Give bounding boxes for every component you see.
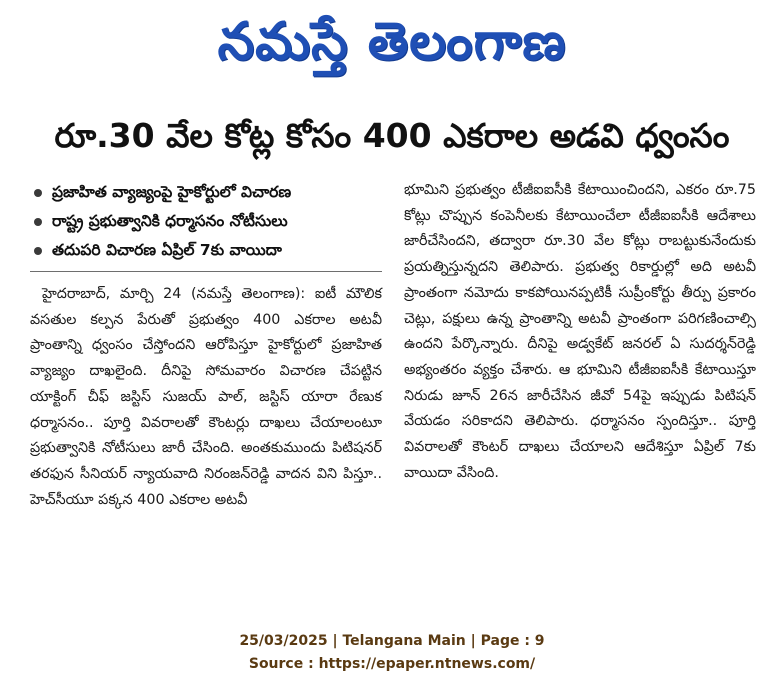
highlight-item xyxy=(30,178,382,207)
newspaper-logo: నమస్తే తెలంగాణ xyxy=(217,12,567,72)
footer xyxy=(0,630,784,676)
bullet-icon xyxy=(34,218,42,226)
body-paragraph-right: భూమిని ప్రభుత్వం టీజీఐఐసీకి కేటాయించిందని, ఎకరం రూ.75 కోట్లు చొప్పున కంపెనీలకు కేటాయించేలా టీజీఐఐసీకి ఆదేశాలు జారీచేసిందని, తద్వారా రూ.30 వేల కోట్లు రాబట్టుకునేందుకు ప్రయత్నిస్తున్నదని తెలిపారు. ప్రభుత్వ రికార్డుల్లో అది అటవీ ప్రాంతంగా నమోదు కాకపోయినప్పటికీ సుప్రీంకోర్టు తీర్పు ప్రకారం చెట్లు, పక్షులు ఉన్న ప్రాంతాన్ని అటవీ ప్రాంతంగా పరిగణించాల్సి ఉందని పేర్కొన్నారు. దీనిపై అడ్వకేట్ జనరల్ ఏ సుదర్శన్‌రెడ్డి అభ్యంతరం వ్యక్తం చేశారు. ఆ భూమిని టీజీఐఐసీకి కేటాయిస్తూ నిరుడు జూన్ 26న జారీచేసిన జీవో 54పై ఇప్పుడు పిటిషన్ వేయడం సరికాదని తెలిపారు. ధర్మాసనం స్పందిస్తూ.. పూర్తి వివరాలతో కౌంటర్ దాఖలు చేయాలని ఆదేశిస్తూ ఏప్రిల్ 7కు వాయిదా వేసింది. xyxy=(404,182,756,481)
article-body xyxy=(30,178,760,596)
highlights-list xyxy=(30,178,382,265)
bullet-icon xyxy=(34,189,42,197)
highlight-text: తదుపరి విచారణ ఏప్రిల్ 7కు వాయిదా xyxy=(52,241,282,259)
highlight-item xyxy=(30,236,382,265)
highlight-item xyxy=(30,207,382,236)
headline: రూ.30 వేల కోట్ల కోసం 400 ఎకరాల అడవి ధ్వంసం xyxy=(54,116,730,155)
masthead xyxy=(0,6,784,78)
highlights-divider xyxy=(30,271,382,272)
body-paragraph-left: హైదరాబాద్, మార్చి 24 (నమస్తే తెలంగాణ): ఐటీ మౌలిక వసతుల కల్పన పేరుతో ప్రభుత్వం 400 ఎకరాల అటవీ ప్రాంతాన్ని ధ్వంసం చేస్తోందని ఆరోపిస్తూ హైకోర్టులో ప్రజాహిత వ్యాజ్యం దాఖలైంది. దీనిపై సోమవారం విచారణ చేపట్టిన యాక్టింగ్ చీఫ్ జస్టిస్ సుజయ్ పాల్, జస్టిస్ యారా రేణుక ధర్మాసనం.. పూర్తి వివరాలతో కౌంటర్లు దాఖలు చేయాలంటూ ప్రభుత్వానికి నోటీసులు జారీ చేసింది. అంతకుముందు పిటిషనర్ తరఫున సీనియర్ న్యాయవాది నిరంజన్‌రెడ్డి వాదన విని పిస్తూ.. హెచ్‌సీయూ పక్కన 400 ఎకరాల అటవీ xyxy=(30,286,382,508)
highlight-text: రాష్ట్ర ప్రభుత్వానికి ధర్మాసనం నోటీసులు xyxy=(52,212,288,230)
edition-info: 25/03/2025 | Telangana Main | Page : 9 xyxy=(239,633,545,649)
highlight-text: ప్రజాహిత వ్యాజ్యంపై హైకోర్టులో విచారణ xyxy=(52,183,292,201)
left-column xyxy=(30,178,382,513)
bullet-icon xyxy=(34,247,42,255)
right-column xyxy=(404,178,756,486)
source-link[interactable]: Source : https://epaper.ntnews.com/ xyxy=(248,656,536,672)
